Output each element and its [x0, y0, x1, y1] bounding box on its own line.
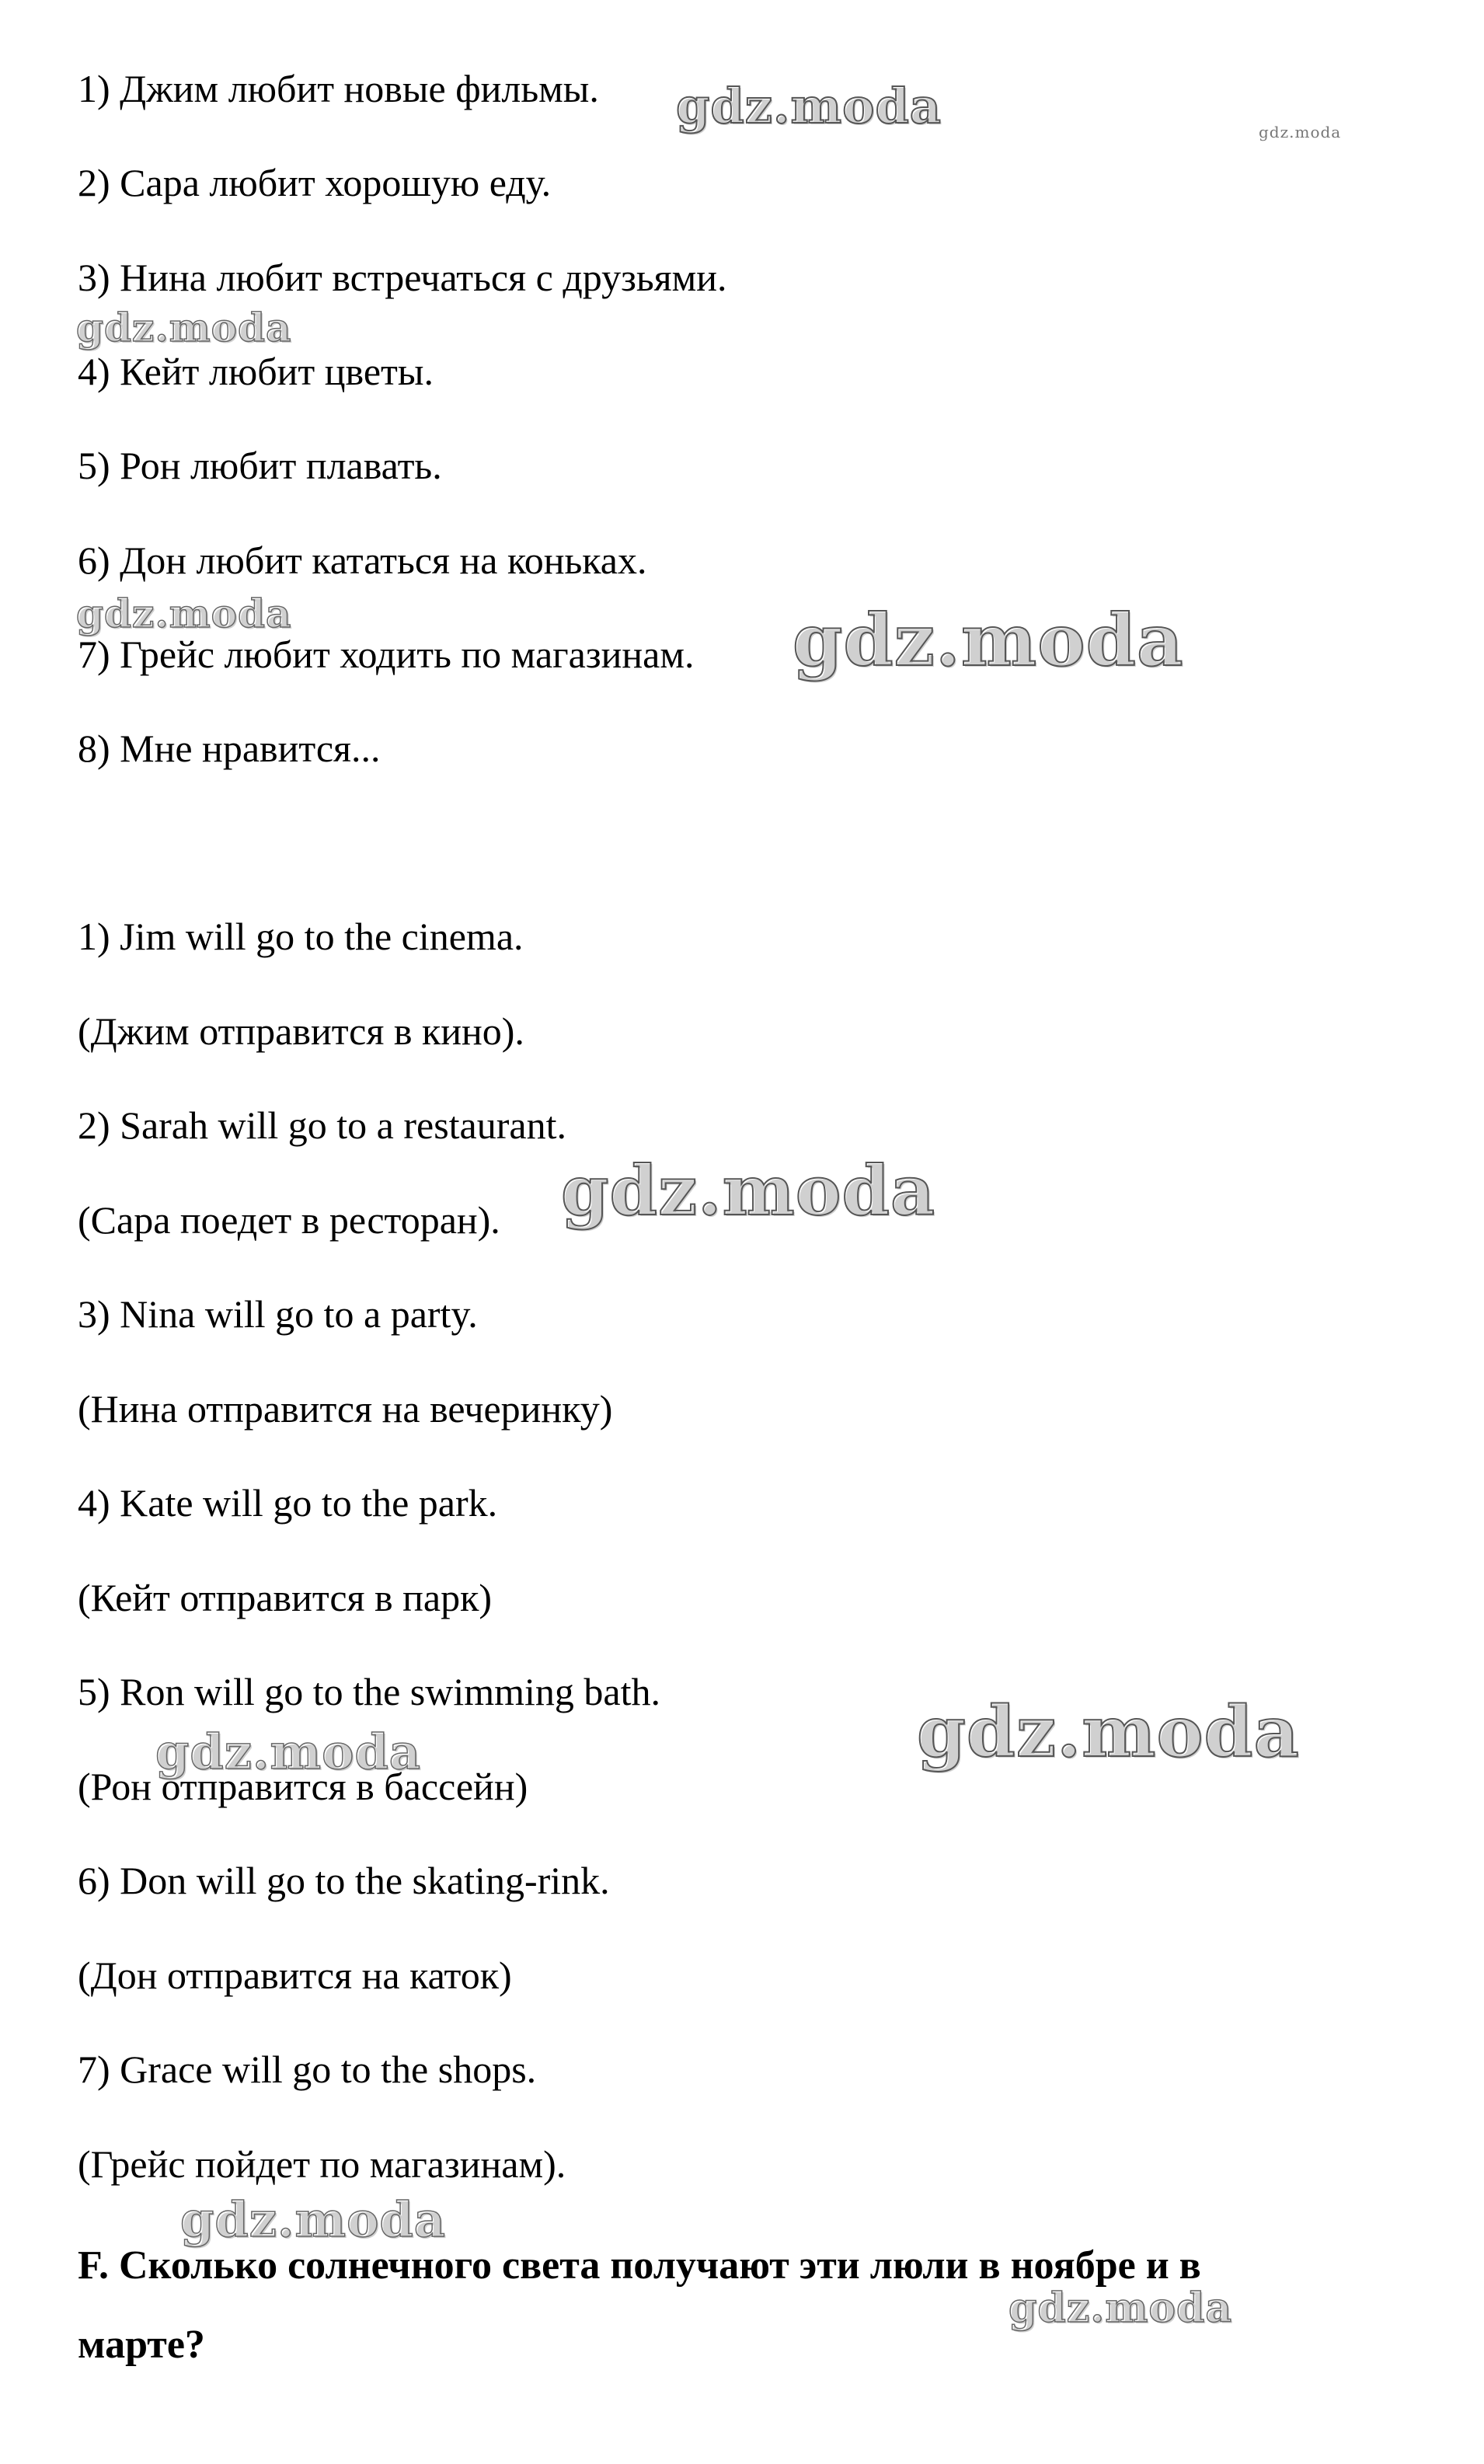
- ru-line-2: 2) Сара любит хорошую еду.: [78, 161, 552, 204]
- watermark: gdz.moda: [793, 598, 1184, 682]
- en-line-14: (Грейс пойдет по магазинам).: [78, 2142, 566, 2186]
- watermark: gdz.moda: [561, 1150, 936, 1231]
- en-line-8: (Кейт отправится в парк): [78, 1576, 493, 1619]
- watermark: gdz.moda: [1008, 2285, 1233, 2332]
- watermark: gdz.moda: [917, 1691, 1300, 1773]
- ru-line-3: 3) Нина любит встречаться с друзьями.: [78, 256, 727, 299]
- en-line-7: 4) Kate will go to the park.: [78, 1481, 498, 1525]
- section-f-heading-line-2: марте?: [78, 2323, 205, 2367]
- section-f-heading-line-1: F. Сколько солнечного света получают эти люли в ноябре и в: [78, 2243, 1201, 2288]
- watermark: gdz.moda: [676, 78, 942, 134]
- watermark: gdz.moda: [155, 1723, 421, 1780]
- ru-line-8: 8) Мне нравится...: [78, 727, 381, 770]
- watermark: gdz.moda: [1259, 123, 1342, 141]
- en-line-4: (Сара поедет в ресторан).: [78, 1198, 500, 1242]
- ru-line-7: 7) Грейс любит ходить по магазинам.: [78, 633, 695, 676]
- watermark: gdz.moda: [76, 305, 292, 350]
- ru-line-1: 1) Джим любит новые фильмы.: [78, 67, 599, 110]
- ru-line-5: 5) Рон любит плавать.: [78, 444, 442, 487]
- watermark: gdz.moda: [180, 2191, 446, 2248]
- en-line-2: (Джим отправится в кино).: [78, 1009, 524, 1053]
- ru-line-4: 4) Кейт любит цветы.: [78, 350, 434, 393]
- watermark: gdz.moda: [76, 591, 292, 636]
- en-line-13: 7) Grace will go to the shops.: [78, 2048, 537, 2091]
- en-line-6: (Нина отправится на вечеринку): [78, 1387, 613, 1431]
- ru-line-6: 6) Дон любит кататься на коньках.: [78, 538, 647, 582]
- en-line-5: 3) Nina will go to a party.: [78, 1292, 478, 1336]
- en-line-11: 6) Don will go to the skating-rink.: [78, 1859, 610, 1902]
- en-line-12: (Дон отправится на каток): [78, 1953, 512, 1997]
- en-line-9: 5) Ron will go to the swimming bath.: [78, 1670, 660, 1713]
- en-line-3: 2) Sarah will go to a restaurant.: [78, 1103, 566, 1147]
- en-line-10: (Рон отправится в бассейн): [78, 1765, 528, 1808]
- en-line-1: 1) Jim will go to the cinema.: [78, 915, 524, 958]
